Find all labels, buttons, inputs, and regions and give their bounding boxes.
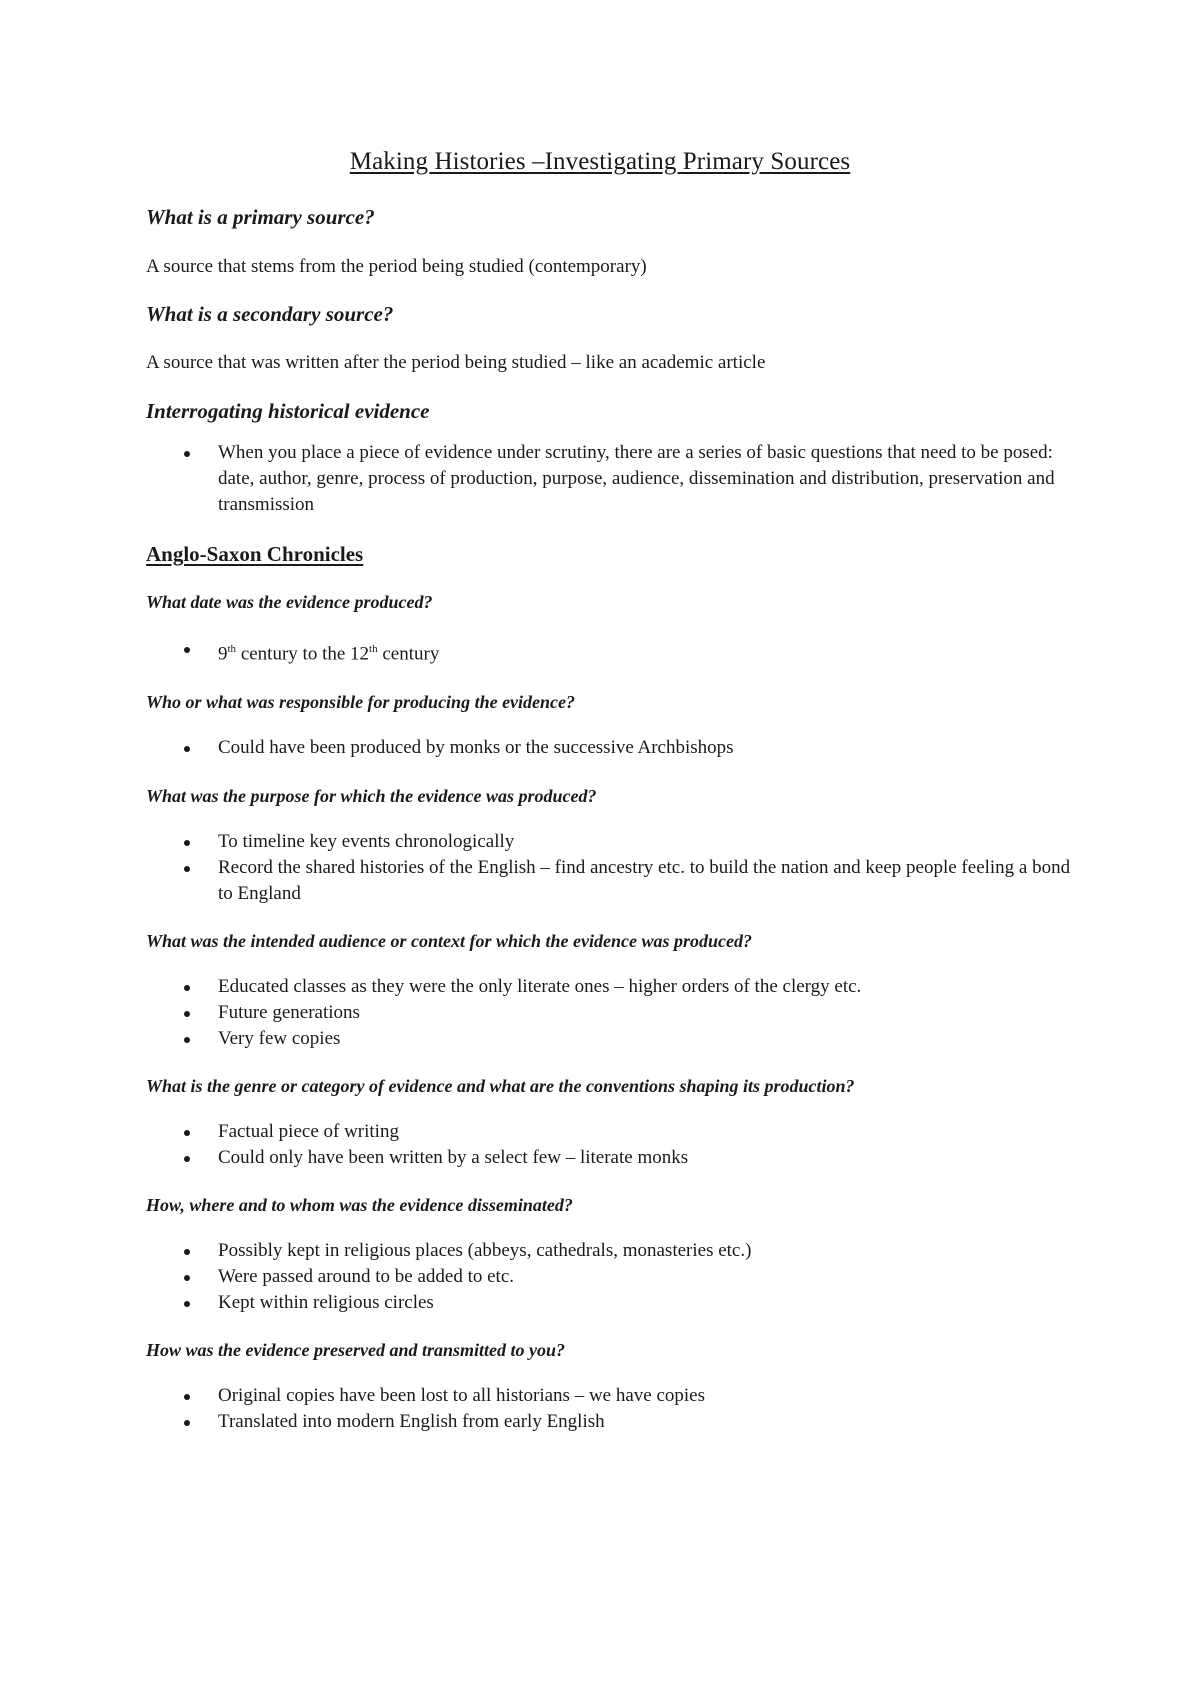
answer-purpose-list bbox=[146, 829, 1086, 907]
bullet-icon bbox=[184, 1037, 190, 1043]
primary-source-answer: A source that stems from the period being studied (contemporary) bbox=[146, 256, 647, 277]
answer-who-list bbox=[146, 735, 1086, 761]
secondary-source-answer: A source that was written after the period being studied – like an academic article bbox=[146, 352, 766, 373]
list-item: 9th century to the 12th century bbox=[146, 636, 1086, 667]
bullet-icon bbox=[184, 985, 190, 991]
bullet-icon bbox=[184, 647, 190, 653]
list-item: To timeline key events chronologically bbox=[146, 829, 1086, 855]
bullet-icon bbox=[184, 840, 190, 846]
bullet-icon bbox=[184, 451, 190, 457]
question-purpose: What was the purpose for which the evidence was produced? bbox=[146, 786, 597, 807]
bullet-icon bbox=[184, 1301, 190, 1307]
list-item: Kept within religious circles bbox=[146, 1290, 1086, 1316]
answer-audience-list bbox=[146, 974, 1086, 1052]
bullet-icon bbox=[184, 1130, 190, 1136]
answer-preservation-list bbox=[146, 1383, 1086, 1435]
question-audience: What was the intended audience or context for which the evidence was produced? bbox=[146, 931, 752, 952]
bullet-icon bbox=[184, 1156, 190, 1162]
bullet-icon bbox=[184, 1011, 190, 1017]
bullet-icon bbox=[184, 1249, 190, 1255]
list-item: Possibly kept in religious places (abbeys, cathedrals, monasteries etc.) bbox=[146, 1238, 1086, 1264]
list-item: When you place a piece of evidence under scrutiny, there are a series of basic questions that need to be posed: date, author, genre, process of production, purpose, audience, dissemination and distribution, preservation and transmission bbox=[146, 440, 1086, 518]
answer-genre-list bbox=[146, 1119, 1086, 1171]
list-item: Original copies have been lost to all historians – we have copies bbox=[146, 1383, 1086, 1409]
primary-source-heading: What is a primary source? bbox=[146, 205, 375, 229]
bullet-icon bbox=[184, 1275, 190, 1281]
list-item: Were passed around to be added to etc. bbox=[146, 1264, 1086, 1290]
list-item: Could have been produced by monks or the successive Archbishops bbox=[146, 735, 1086, 761]
list-item: Future generations bbox=[146, 1000, 1086, 1026]
document-title: Making Histories –Investigating Primary Sources bbox=[349, 148, 851, 175]
section-title-anglo-saxon: Anglo-Saxon Chronicles bbox=[146, 542, 364, 566]
list-item: Factual piece of writing bbox=[146, 1119, 1086, 1145]
bullet-icon bbox=[184, 1394, 190, 1400]
document-body bbox=[146, 205, 1086, 1435]
question-who: Who or what was responsible for producing the evidence? bbox=[146, 692, 576, 713]
interrogating-evidence-heading: Interrogating historical evidence bbox=[146, 399, 430, 423]
interrogating-evidence-list bbox=[146, 440, 1086, 518]
answer-dissemination-list bbox=[146, 1238, 1086, 1316]
question-dissemination: How, where and to whom was the evidence disseminated? bbox=[146, 1195, 573, 1216]
question-date: What date was the evidence produced? bbox=[146, 592, 433, 612]
question-preservation: How was the evidence preserved and transmitted to you? bbox=[146, 1340, 565, 1361]
bullet-icon bbox=[184, 1420, 190, 1426]
bullet-icon bbox=[184, 746, 190, 752]
secondary-source-heading: What is a secondary source? bbox=[146, 302, 394, 326]
bullet-icon bbox=[184, 866, 190, 872]
list-item: Very few copies bbox=[146, 1026, 1086, 1052]
list-item: Translated into modern English from early English bbox=[146, 1409, 1086, 1435]
list-item: Educated classes as they were the only literate ones – higher orders of the clergy etc. bbox=[146, 974, 1086, 1000]
list-item: Could only have been written by a select few – literate monks bbox=[146, 1145, 1086, 1171]
question-genre: What is the genre or category of evidence and what are the conventions shaping its production? bbox=[146, 1076, 855, 1097]
answer-date-list bbox=[146, 636, 1086, 667]
list-item: Record the shared histories of the English – find ancestry etc. to build the nation and keep people feeling a bond to England bbox=[146, 855, 1086, 907]
